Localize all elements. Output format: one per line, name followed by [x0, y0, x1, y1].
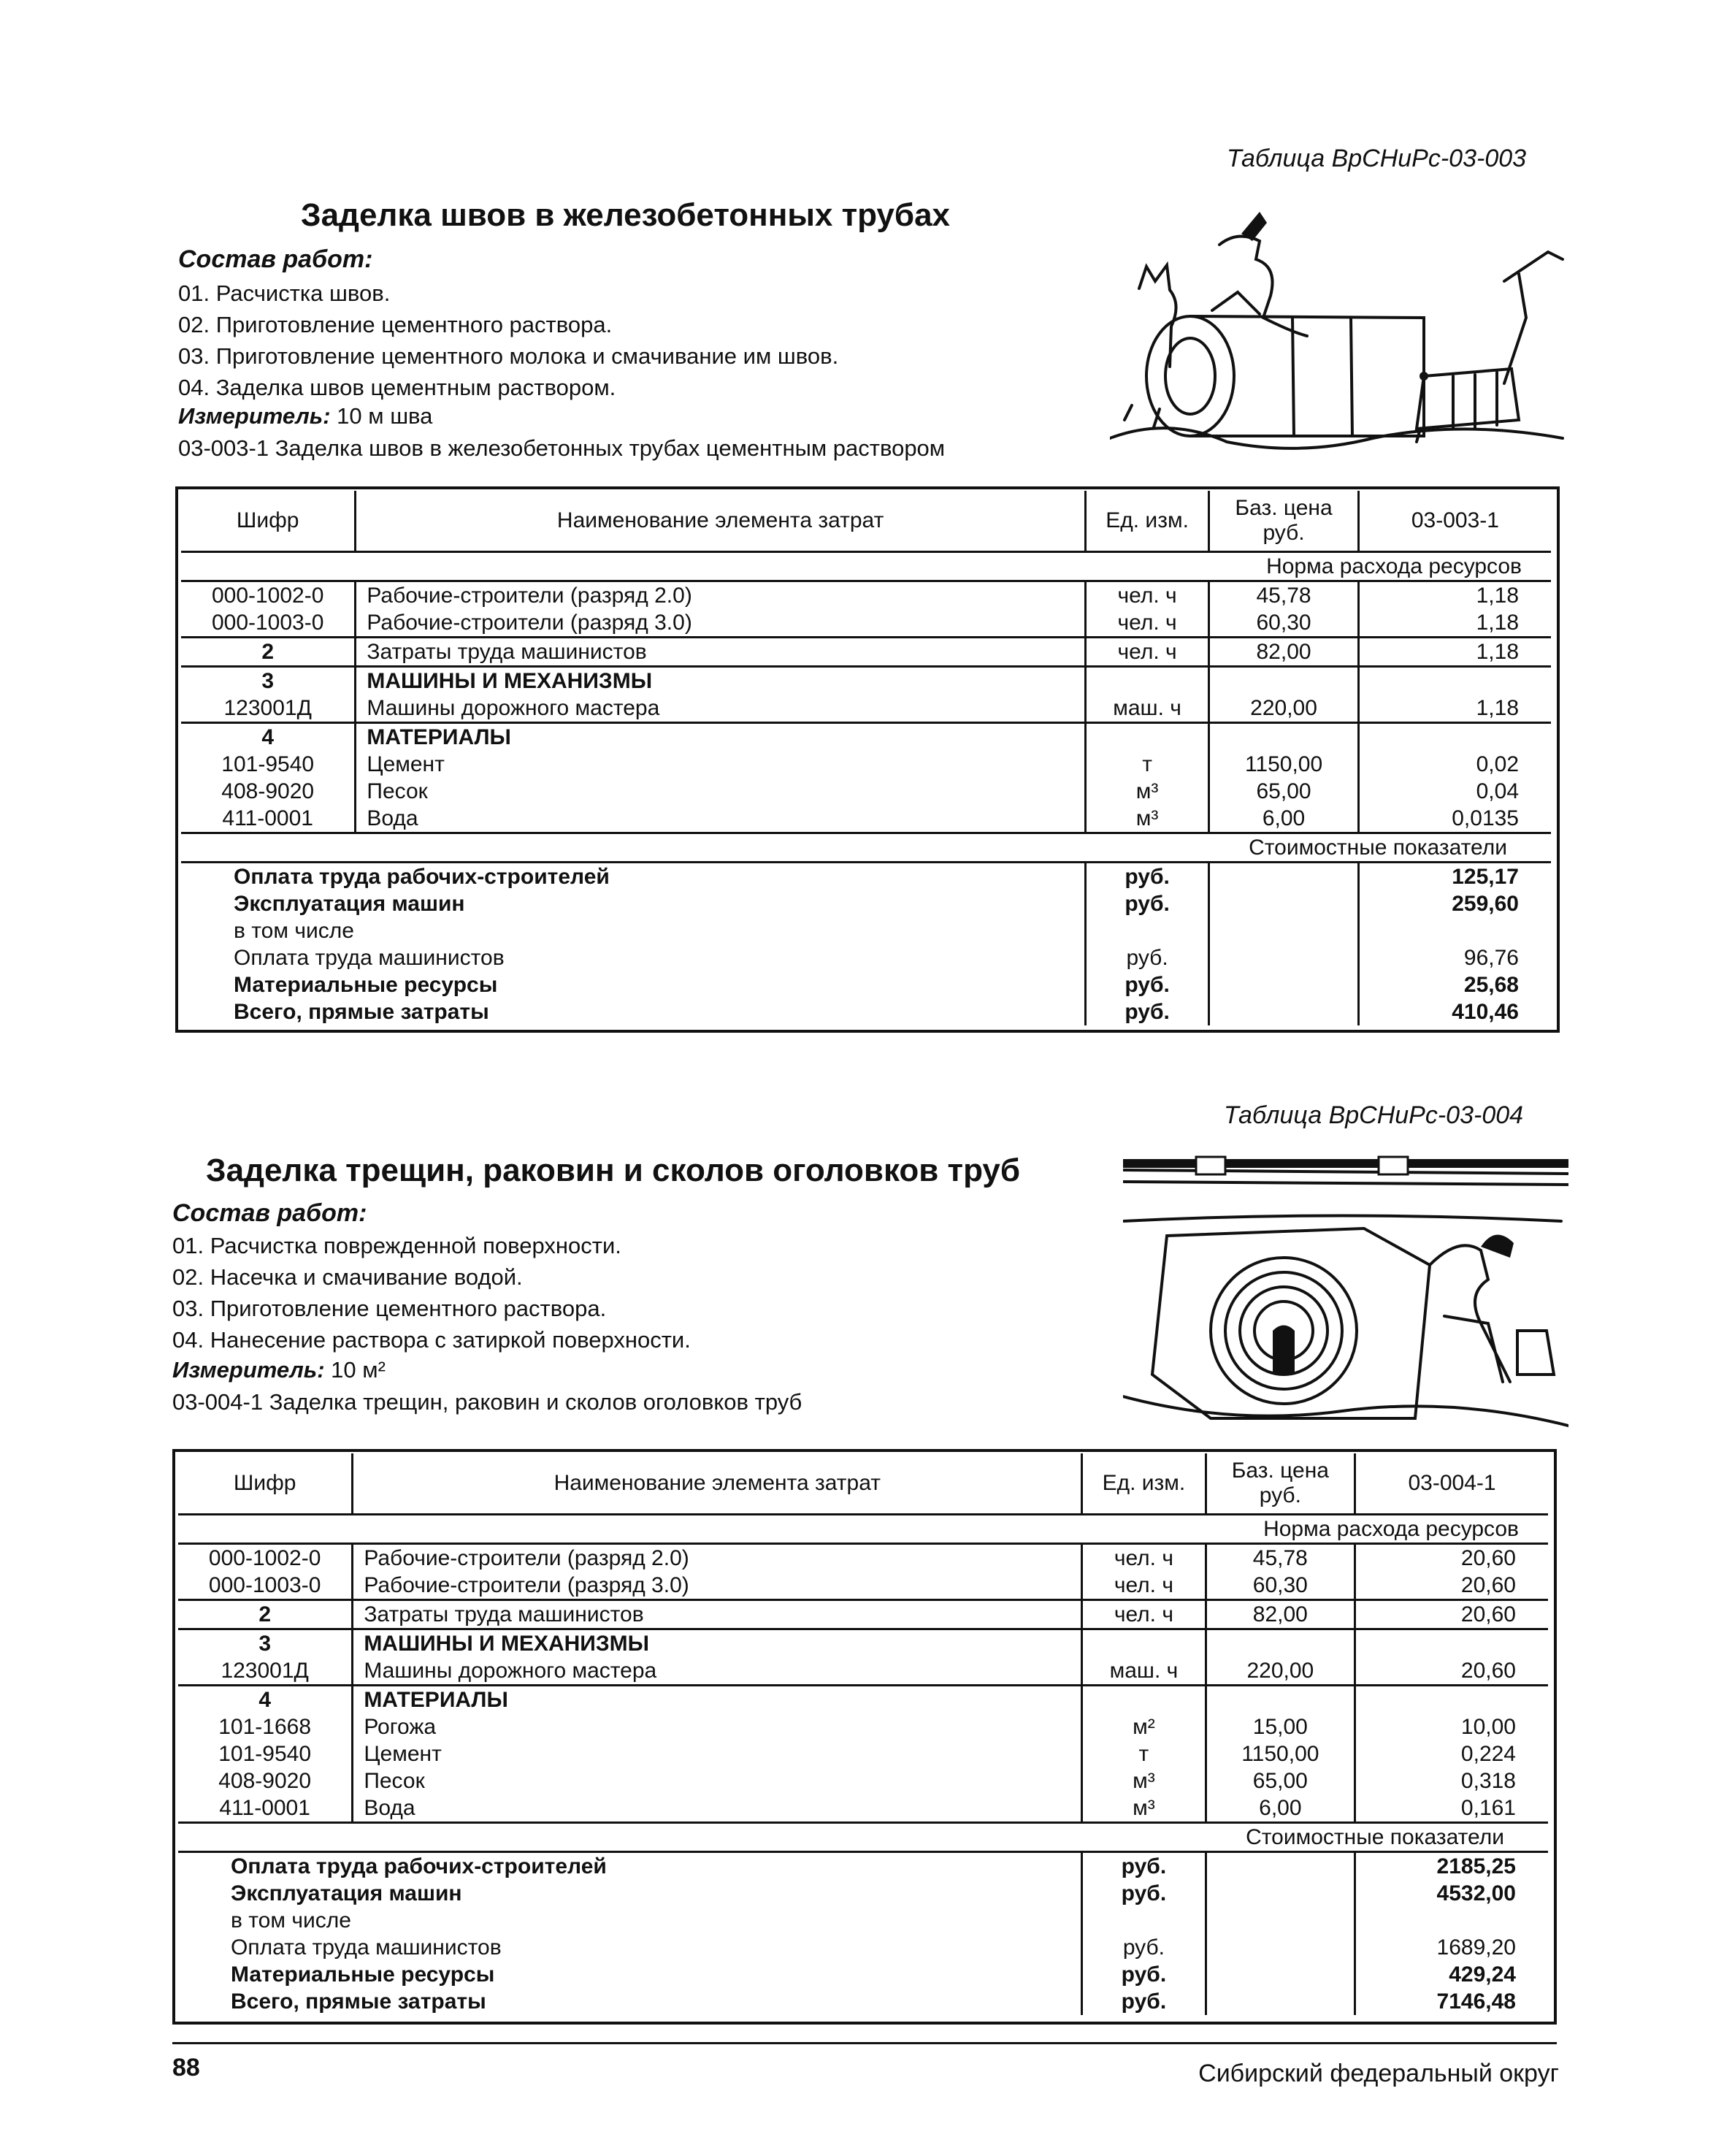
cost-name: Материальные ресурсы: [234, 973, 498, 997]
cost-unit: руб.: [1085, 944, 1208, 971]
section-title: Заделка швов в железобетонных трубах: [301, 197, 951, 233]
resource-unit: чел. ч: [1082, 1600, 1206, 1629]
resource-code: 4: [181, 723, 356, 752]
resource-name: МАШИНЫ И МЕХАНИЗМЫ: [356, 667, 1086, 695]
work-steps: [178, 278, 838, 403]
code-line: 03-004-1 Заделка трещин, раковин и сколов оголовков труб: [172, 1389, 802, 1415]
base-price: 1150,00: [1209, 751, 1359, 778]
column-header: 03-003-1: [1358, 491, 1551, 552]
table-caption: Таблица ВрСНиРс-03-003: [1227, 145, 1527, 172]
measure-label: Измеритель:: [172, 1357, 325, 1383]
resource-unit: м³: [1082, 1767, 1206, 1794]
resource-unit: т: [1085, 751, 1208, 778]
norm-quantity: 1,18: [1358, 638, 1551, 667]
work-step: 02. Насечка и смачивание водой.: [172, 1264, 523, 1290]
resource-name: Машины дорожного мастера: [353, 1657, 1082, 1686]
cost-unit: руб.: [1082, 1880, 1206, 1907]
norm-quantity: 20,60: [1355, 1572, 1548, 1600]
cost-name: Всего, прямые затраты: [231, 1989, 486, 2014]
norm-band-label: Норма расхода ресурсов: [181, 552, 1551, 581]
worker-repairing-pipe-head-illustration: [1123, 1155, 1568, 1448]
resource-unit: маш. ч: [1082, 1657, 1206, 1686]
norm-quantity: 1,18: [1358, 609, 1551, 638]
measure: [172, 1354, 386, 1385]
resource-name: Затраты труда машинистов: [356, 638, 1086, 667]
cost-unit: руб.: [1085, 971, 1208, 998]
cost-unit: руб.: [1082, 1961, 1206, 1988]
cost-unit: руб.: [1082, 1934, 1206, 1961]
resource-unit: м³: [1085, 805, 1208, 833]
base-price: 6,00: [1209, 805, 1359, 833]
section-title: Заделка трещин, раковин и сколов оголовков труб: [206, 1152, 1021, 1188]
resource-unit: чел. ч: [1085, 581, 1208, 610]
cost-value: 1689,20: [1355, 1934, 1548, 1961]
resource-name: Рабочие-строители (разряд 3.0): [356, 609, 1086, 638]
resource-unit: т: [1082, 1740, 1206, 1767]
cost-name: Эксплуатация машин: [234, 892, 465, 916]
resource-code: 101-9540: [218, 1742, 312, 1766]
column-header: 03-004-1: [1355, 1453, 1548, 1515]
cost-unit: руб.: [1082, 1852, 1206, 1881]
page-number: 88: [172, 2054, 200, 2082]
resource-unit: м³: [1085, 778, 1208, 805]
resource-unit: чел. ч: [1085, 638, 1208, 667]
work-step: 02. Приготовление цементного раствора.: [178, 312, 613, 337]
cost-band-label: Стоимостные показатели: [181, 833, 1551, 863]
norm-quantity: 0,02: [1358, 751, 1551, 778]
base-price: 65,00: [1206, 1767, 1355, 1794]
resource-code: 000-1003-0: [211, 611, 324, 635]
cost-value: 2185,25: [1355, 1852, 1548, 1881]
cost-name: Эксплуатация машин: [231, 1881, 462, 1905]
composition-label: Состав работ:: [178, 245, 373, 273]
resource-unit: чел. ч: [1082, 1544, 1206, 1572]
cost-name: Оплата труда рабочих-строителей: [181, 863, 1085, 891]
base-price: 15,00: [1206, 1713, 1355, 1740]
resource-unit: м³: [1082, 1794, 1206, 1823]
resource-code: 2: [178, 1600, 353, 1629]
norm-quantity: 0,161: [1355, 1794, 1548, 1823]
base-price: 60,30: [1206, 1572, 1355, 1600]
norm-quantity: 20,60: [1355, 1657, 1548, 1686]
table-frame: [172, 1449, 1557, 2025]
norm-quantity: 20,60: [1355, 1600, 1548, 1629]
work-step: 03. Приготовление цементного раствора.: [172, 1296, 607, 1321]
cost-value: 7146,48: [1355, 1988, 1548, 2015]
work-step: 03. Приготовление цементного молока и смачивание им швов.: [178, 343, 839, 369]
resource-code: 123001Д: [221, 1659, 309, 1683]
measure-value: 10 м шва: [337, 403, 433, 429]
cost-value: 410,46: [1358, 998, 1551, 1025]
resource-code: 000-1003-0: [208, 1573, 321, 1597]
cost-name: в том числе: [234, 919, 354, 943]
norm-quantity: 1,18: [1358, 695, 1551, 723]
column-header: Наименование элемента затрат: [356, 491, 1086, 552]
work-steps: [172, 1230, 691, 1356]
column-header: Баз. цена руб.: [1206, 1453, 1355, 1515]
measure-label: Измеритель:: [178, 403, 331, 429]
resource-unit: маш. ч: [1085, 695, 1208, 723]
resource-code: 101-9540: [221, 752, 315, 776]
measure-value: 10 м²: [331, 1357, 386, 1383]
composition-label: Состав работ:: [172, 1199, 367, 1227]
norm-quantity: 0,318: [1355, 1767, 1548, 1794]
cost-name: Всего, прямые затраты: [234, 1000, 489, 1024]
resource-name: МАШИНЫ И МЕХАНИЗМЫ: [353, 1629, 1082, 1658]
norm-quantity: 0,224: [1355, 1740, 1548, 1767]
resource-name: Рабочие-строители (разряд 2.0): [356, 581, 1086, 610]
cost-name: Оплата труда машинистов: [234, 946, 505, 970]
resource-code: 101-1668: [218, 1715, 312, 1739]
base-price: 82,00: [1206, 1600, 1355, 1629]
base-price: 60,30: [1209, 609, 1359, 638]
work-step: 04. Заделка швов цементным раствором.: [178, 375, 616, 400]
cost-name: Материальные ресурсы: [231, 1962, 495, 1987]
column-header: Шифр: [181, 491, 356, 552]
work-step: 01. Расчистка поврежденной поверхности.: [172, 1233, 621, 1258]
cost-unit: руб.: [1085, 998, 1208, 1025]
norm-quantity: 20,60: [1355, 1544, 1548, 1572]
measure: [178, 400, 432, 432]
resource-name: Рогожа: [353, 1713, 1082, 1740]
column-header: Баз. цена руб.: [1209, 491, 1359, 552]
base-price: 1150,00: [1206, 1740, 1355, 1767]
resource-name: Вода: [353, 1794, 1082, 1823]
norm-quantity: 0,04: [1358, 778, 1551, 805]
region-name: Сибирский федеральный округ: [1198, 2060, 1559, 2087]
cost-value: 25,68: [1358, 971, 1551, 998]
cost-name: в том числе: [231, 1908, 351, 1933]
cost-name: Оплата труда рабочих-строителей: [178, 1852, 1082, 1881]
resource-name: МАТЕРИАЛЫ: [353, 1686, 1082, 1714]
norm-quantity: 10,00: [1355, 1713, 1548, 1740]
base-price: 82,00: [1209, 638, 1359, 667]
resource-code: 3: [181, 667, 356, 695]
resource-name: Рабочие-строители (разряд 2.0): [353, 1544, 1082, 1572]
resource-code: 408-9020: [221, 779, 315, 803]
resource-name: Цемент: [353, 1740, 1082, 1767]
norm-quantity: 1,18: [1358, 581, 1551, 610]
base-price: 6,00: [1206, 1794, 1355, 1823]
work-step: 01. Расчистка швов.: [178, 280, 391, 306]
resource-name: Рабочие-строители (разряд 3.0): [353, 1572, 1082, 1600]
norm-band-label: Норма расхода ресурсов: [178, 1515, 1548, 1544]
resource-code: 000-1002-0: [181, 581, 356, 610]
column-header: Ед. изм.: [1085, 491, 1208, 552]
column-header: Наименование элемента затрат: [353, 1453, 1082, 1515]
resource-code: 4: [178, 1686, 353, 1714]
resource-code: 3: [178, 1629, 353, 1658]
cost-value: 125,17: [1358, 863, 1551, 891]
resource-code: 411-0001: [219, 1796, 310, 1820]
resource-name: Вода: [356, 805, 1086, 833]
resource-unit: чел. ч: [1082, 1572, 1206, 1600]
cost-unit: руб.: [1082, 1988, 1206, 2015]
table-caption: Таблица ВрСНиРс-03-004: [1224, 1101, 1524, 1129]
resource-name: МАТЕРИАЛЫ: [356, 723, 1086, 752]
resource-code: 000-1002-0: [178, 1544, 353, 1572]
resource-name: Цемент: [356, 751, 1086, 778]
resource-unit: м²: [1082, 1713, 1206, 1740]
cost-value: 96,76: [1358, 944, 1551, 971]
cost-name: Оплата труда машинистов: [231, 1935, 502, 1960]
cost-band-label: Стоимостные показатели: [178, 1823, 1548, 1852]
base-price: 45,78: [1206, 1544, 1355, 1572]
code-line: 03-003-1 Заделка швов в железобетонных трубах цементным раствором: [178, 435, 946, 461]
base-price: 220,00: [1206, 1657, 1355, 1686]
work-step: 04. Нанесение раствора с затиркой поверхности.: [172, 1327, 691, 1353]
resource-name: Машины дорожного мастера: [356, 695, 1086, 723]
base-price: 220,00: [1209, 695, 1359, 723]
cost-unit: руб.: [1085, 863, 1208, 891]
table-frame: [175, 486, 1560, 1033]
resource-name: Затраты труда машинистов: [353, 1600, 1082, 1629]
resource-name: Песок: [356, 778, 1086, 805]
footer-rule: [172, 2042, 1557, 2044]
column-header: Шифр: [178, 1453, 353, 1515]
base-price: 65,00: [1209, 778, 1359, 805]
column-header: Ед. изм.: [1082, 1453, 1206, 1515]
resource-code: 2: [181, 638, 356, 667]
cost-value: 429,24: [1355, 1961, 1548, 1988]
cost-value: 259,60: [1358, 890, 1551, 917]
worker-sealing-pipe-illustration: [1110, 208, 1570, 460]
resource-code: 123001Д: [223, 696, 312, 720]
resource-name: Песок: [353, 1767, 1082, 1794]
norm-quantity: 0,0135: [1358, 805, 1551, 833]
resource-code: 408-9020: [218, 1769, 312, 1793]
base-price: 45,78: [1209, 581, 1359, 610]
cost-unit: руб.: [1085, 890, 1208, 917]
resource-unit: чел. ч: [1085, 609, 1208, 638]
cost-value: 4532,00: [1355, 1880, 1548, 1907]
resource-code: 411-0001: [222, 806, 313, 830]
